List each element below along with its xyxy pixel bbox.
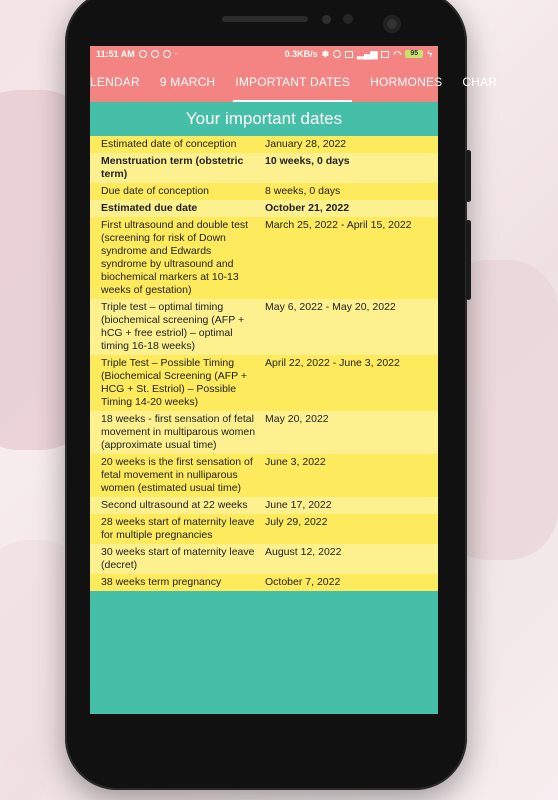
event-label: 30 weeks start of maternity leave (decret) [90,544,261,574]
tab-bar [90,62,498,102]
battery-icon: 95 [405,50,423,58]
tab-important-dates[interactable]: IMPORTANT DATES [225,62,360,102]
notification-icon [139,50,147,58]
event-date: October 21, 2022 [261,200,438,217]
event-date: October 7, 2022 [261,574,438,591]
event-label: Triple Test – Possible Timing (Biochemical Screening (AFP + HCG + St. Estriol) – Possible Timing 14-20 weeks) [90,355,261,411]
event-date: May 6, 2022 - May 20, 2022 [261,299,438,355]
charging-icon: ϟ [427,49,432,59]
event-label: 18 weeks - first sensation of fetal movement in multiparous women (approximate usual time) [90,411,261,454]
power-button [466,220,471,300]
event-date: March 25, 2022 - April 15, 2022 [261,217,438,299]
event-date: June 3, 2022 [261,454,438,497]
event-label: 38 weeks term pregnancy [90,574,261,591]
table-row [90,136,438,153]
status-bar [90,46,438,62]
event-label: 20 weeks is the first sensation of fetal movement in nulliparous women (estimated usual time) [90,454,261,497]
tab-calendar[interactable]: LENDAR [90,75,140,89]
status-time: 11:51 AM [96,49,135,59]
table-row [90,183,438,200]
event-label: Second ultrasound at 22 weeks [90,497,261,514]
table-row [90,544,438,574]
sensor-icon [322,15,331,24]
table-row [90,200,438,217]
tab-hormones[interactable]: HORMONES [370,75,443,89]
event-date: 10 weeks, 0 days [261,153,438,183]
event-date: January 28, 2022 [261,136,438,153]
table-row [90,299,438,355]
front-camera-icon [383,15,401,33]
event-date: 8 weeks, 0 days [261,183,438,200]
sensor-icon [343,14,353,24]
app-screen [90,46,498,714]
table-row [90,514,438,544]
event-label: Due date of conception [90,183,261,200]
table-row [90,217,438,299]
vibrate-icon [345,51,353,58]
network-speed: 0.3KB/s [284,49,318,59]
event-label: Estimated date of conception [90,136,261,153]
event-label: Triple test – optimal timing (biochemical screening (AFP + hCG + free estriol) – optimal timing 16-18 weeks) [90,299,261,355]
bluetooth-icon: ✱ [321,48,330,59]
table-row [90,355,438,411]
event-date: May 20, 2022 [261,411,438,454]
event-label: Estimated due date [90,200,261,217]
event-date: June 17, 2022 [261,497,438,514]
table-row [90,497,438,514]
event-label: 28 weeks start of maternity leave for multiple pregnancies [90,514,261,544]
dot-icon: · [174,49,178,59]
event-label: First ultrasound and double test (screening for risk of Down syndrome and Edwards syndrome by ultrasound and biochemical markers at 10-13 weeks of gestation) [90,217,261,299]
table-row [90,411,438,454]
notification-icon [163,50,171,58]
event-date: July 29, 2022 [261,514,438,544]
alarm-icon [333,50,341,58]
page-title: Your important dates [185,109,343,128]
tab-charts[interactable]: CHAR [462,75,498,89]
volume-button [466,150,471,202]
dates-table [90,136,438,591]
signal-icon [381,51,389,58]
event-date: April 22, 2022 - June 3, 2022 [261,355,438,411]
tab-date[interactable]: 9 MARCH [159,75,216,89]
signal-icon: ▂▄▆ [357,48,378,59]
wifi-icon: ◠ [393,48,402,59]
table-row [90,454,438,497]
event-date: August 12, 2022 [261,544,438,574]
notification-icon [151,50,159,58]
event-label: Menstruation term (obstetric term) [90,153,261,183]
table-row [90,153,438,183]
speaker-grille [222,16,308,22]
table-row [90,574,438,591]
